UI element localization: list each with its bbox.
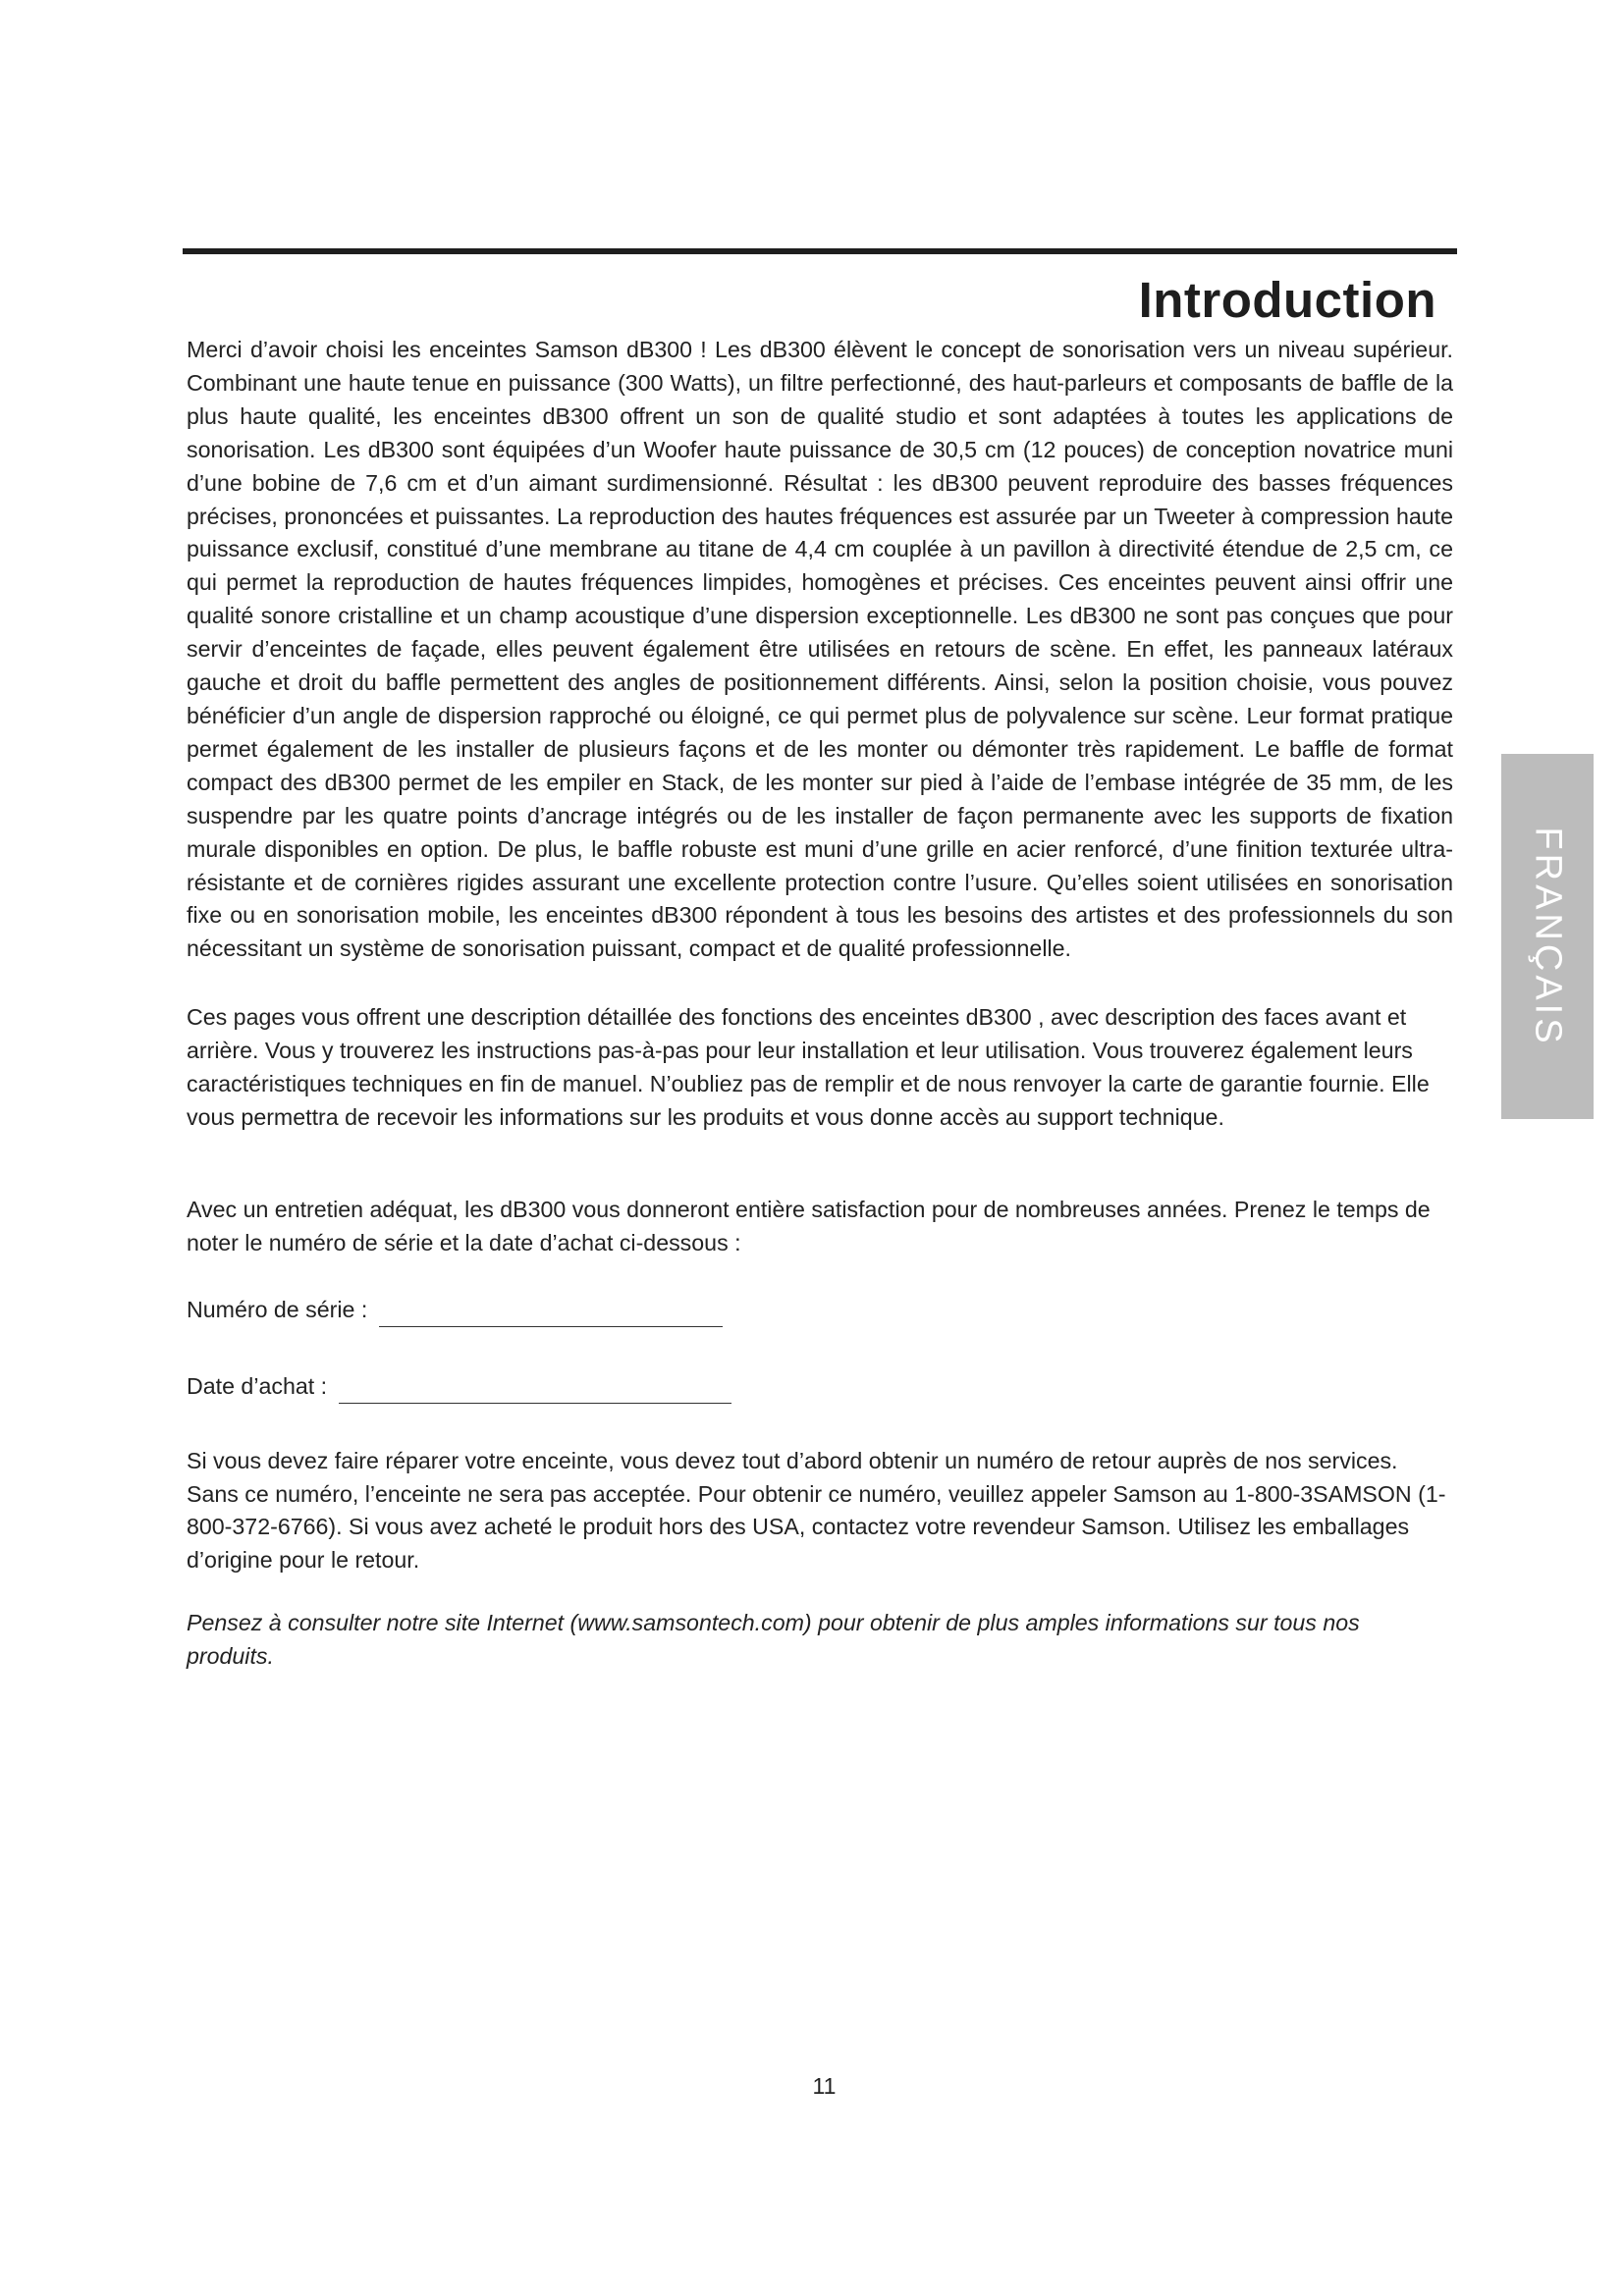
page-title: Introduction [1138,272,1436,328]
serial-number-label: Numéro de série : [187,1296,368,1322]
purchase-date-row [187,1364,1453,1404]
intro-paragraph: Merci d’avoir choisi les enceintes Samson dB300 ! Les dB300 élèvent le concept de sonorisation vers un niveau supérieur. Combinant une haute tenue en puissance (300 Watts), un filtre perfectionné, des haut-parleurs et composants de baffle de la plus haute qualité, les enceintes dB300 offrent un son de qualité studio et sont adaptées à toutes les applications de sonorisation. Les dB300 sont équipées d’un Woofer haute puissance de 30,5 cm (12 pouces) de conception novatrice muni d’une bobine de 7,6 cm et d’un aimant surdimensionné. Résultat : les dB300 peuvent reproduire des basses fréquences précises, prononcées et puissantes. La reproduction des hautes fréquences est assurée par un Tweeter à compression haute puissance exclusif, constitué d’une membrane au titane de 4,4 cm couplée à un pavillon à directivité étendue de 2,5 cm, ce qui permet la reproduction de hautes fréquences limpides, homogènes et précises. Ces enceintes peuvent ainsi offrir une qualité sonore cristalline et un champ acoustique d’une dispersion exceptionnelle. Les dB300 ne sont pas conçues que pour servir d’enceintes de façade, elles peuvent également être utilisées en retours de scène. En effet, les panneaux latéraux gauche et droit du baffle permettent des angles de positionnement différents. Ainsi, selon la position choisie, vous pouvez bénéficier d’un angle de dispersion rapproché ou éloigné, ce qui permet plus de polyvalence sur scène. Leur format pratique permet également de les installer de plusieurs façons et de les monter ou démonter très rapidement. Le baffle de format compact des dB300 permet de les empiler en Stack, de les monter sur pied à l’aide de l’embase intégrée de 35 mm, de les suspendre par les quatre points d’ancrage intégrés ou de les installer de façon permanente avec les supports de fixation murale disponibles en option. De plus, le baffle robuste est muni d’une grille en acier renforcé, d’une finition texturée ultra-résistante et de cornières rigides assurant une excellente protection contre l’usure. Qu’elles soient utilisées en sonorisation fixe ou en sonorisation mobile, les enceintes dB300 répondent à tous les besoins des artistes et des professionnels du son nécessitant un système de sonorisation puissant, compact et de qualité professionnelle. [187,337,1453,962]
purchase-date-label: Date d’achat : [187,1372,328,1399]
language-tab-label: FRANÇAIS [1527,826,1569,1047]
page-number: 11 [812,2073,837,2099]
care-paragraph: Avec un entretien adéquat, les dB300 vous donneront entière satisfaction pour de nombreuses années. Prenez le temps de noter le numéro de série et la date d’achat ci-dessous : [187,1196,1431,1255]
website-note: Pensez à consulter notre site Internet (www.samsontech.com) pour obtenir de plus amples informations sur tous nos produits. [187,1610,1360,1670]
header-rule [183,248,1457,254]
manual-overview-paragraph: Ces pages vous offrent une description détaillée des fonctions des enceintes dB300 , avec description des faces avant et arrière. Vous y trouverez les instructions pas-à-pas pour leur installation et leur utilisation. Vous trouverez également leurs caractéristiques techniques en fin de manuel. N’oubliez pas de remplir et de nous renvoyer la carte de garantie fournie. Elle vous permettra de recevoir les informations sur les produits et vous donne accès au support technique. [187,1004,1430,1130]
repair-paragraph: Si vous devez faire réparer votre enceinte, vous devez tout d’abord obtenir un numéro de retour auprès de nos services. Sans ce numéro, l’enceinte ne sera pas acceptée. Pour obtenir ce numéro, veuillez appeler Samson au 1-800-3SAMSON (1-800-372-6766). Si vous avez acheté le produit hors des USA, contactez votre revendeur Samson. Utilisez les emballages d’origine pour le retour. [187,1447,1446,1574]
main-content [187,334,1453,1674]
serial-number-blank [379,1299,723,1327]
purchase-date-blank [339,1375,731,1404]
language-tab [1501,754,1594,1119]
serial-number-row [187,1288,1453,1327]
